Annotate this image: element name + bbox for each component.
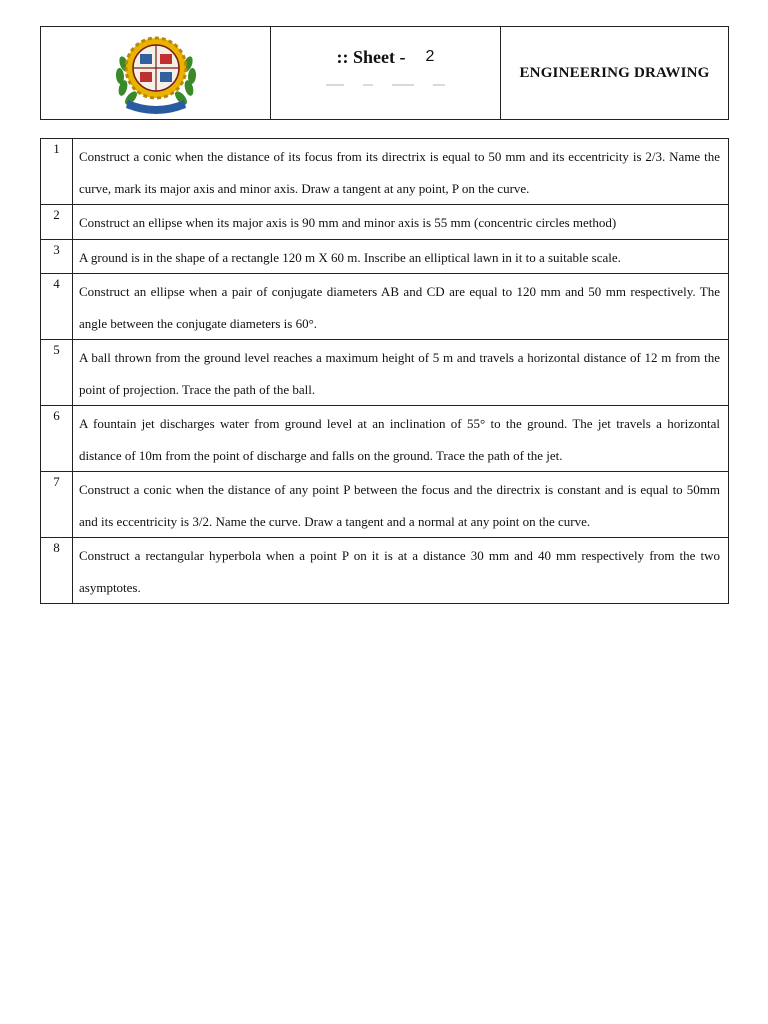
sheet-title [337,47,435,68]
sheet-label: :: Sheet - [336,47,406,67]
question-text: A ground is in the shape of a rectangle 120 m X 60 m. Inscribe an elliptical lawn in it to a suitable scale. [73,239,729,274]
question-text: Construct a conic when the distance of any point P between the focus and the directrix is constant and is equal to 50mm and its eccentricity is 3/2. Name the curve. Draw a tangent and a normal at any point on the curve. [73,472,729,538]
question-row [41,205,729,240]
subject-title: ENGINEERING DRAWING [519,64,710,81]
question-row [41,340,729,406]
question-number: 4 [41,274,73,340]
question-row [41,538,729,604]
institution-emblem-icon [110,30,202,116]
subject-cell [501,27,728,119]
logo-cell [41,27,271,119]
question-text: Construct an ellipse when a pair of conjugate diameters AB and CD are equal to 120 mm and 50 mm respectively. The angle between the conjugate diameters is 60°. [73,274,729,340]
question-row [41,139,729,205]
question-text: Construct a rectangular hyperbola when a point P on it is at a distance 30 mm and 40 mm respectively from the two asymptotes. [73,538,729,604]
sheet-cell [271,27,501,119]
question-number: 5 [41,340,73,406]
question-number: 8 [41,538,73,604]
question-number: 3 [41,239,73,274]
question-number: 6 [41,406,73,472]
question-number: 1 [41,139,73,205]
question-number: 7 [41,472,73,538]
question-text: Construct a conic when the distance of its focus from its directrix is equal to 50 mm and its eccentricity is 2/3. Name the curve, mark its major axis and minor axis. Draw a tangent at any point, P on the curve. [73,139,729,205]
question-text: A fountain jet discharges water from ground level at an inclination of 55° to the ground. The jet travels a horizontal distance of 10m from the point of discharge and falls on the ground. Trace the path of the jet. [73,406,729,472]
question-text: Construct an ellipse when its major axis is 90 mm and minor axis is 55 mm (concentric circles method) [73,205,729,240]
question-row [41,274,729,340]
faint-marks [326,84,446,88]
question-number: 2 [41,205,73,240]
question-text: A ball thrown from the ground level reaches a maximum height of 5 m and travels a horizontal distance of 12 m from the point of projection. Trace the path of the ball. [73,340,729,406]
questions-table [40,138,729,604]
header-table [40,26,729,120]
question-row [41,472,729,538]
question-row [41,406,729,472]
sheet-number: 2 [425,48,435,65]
question-row [41,239,729,274]
